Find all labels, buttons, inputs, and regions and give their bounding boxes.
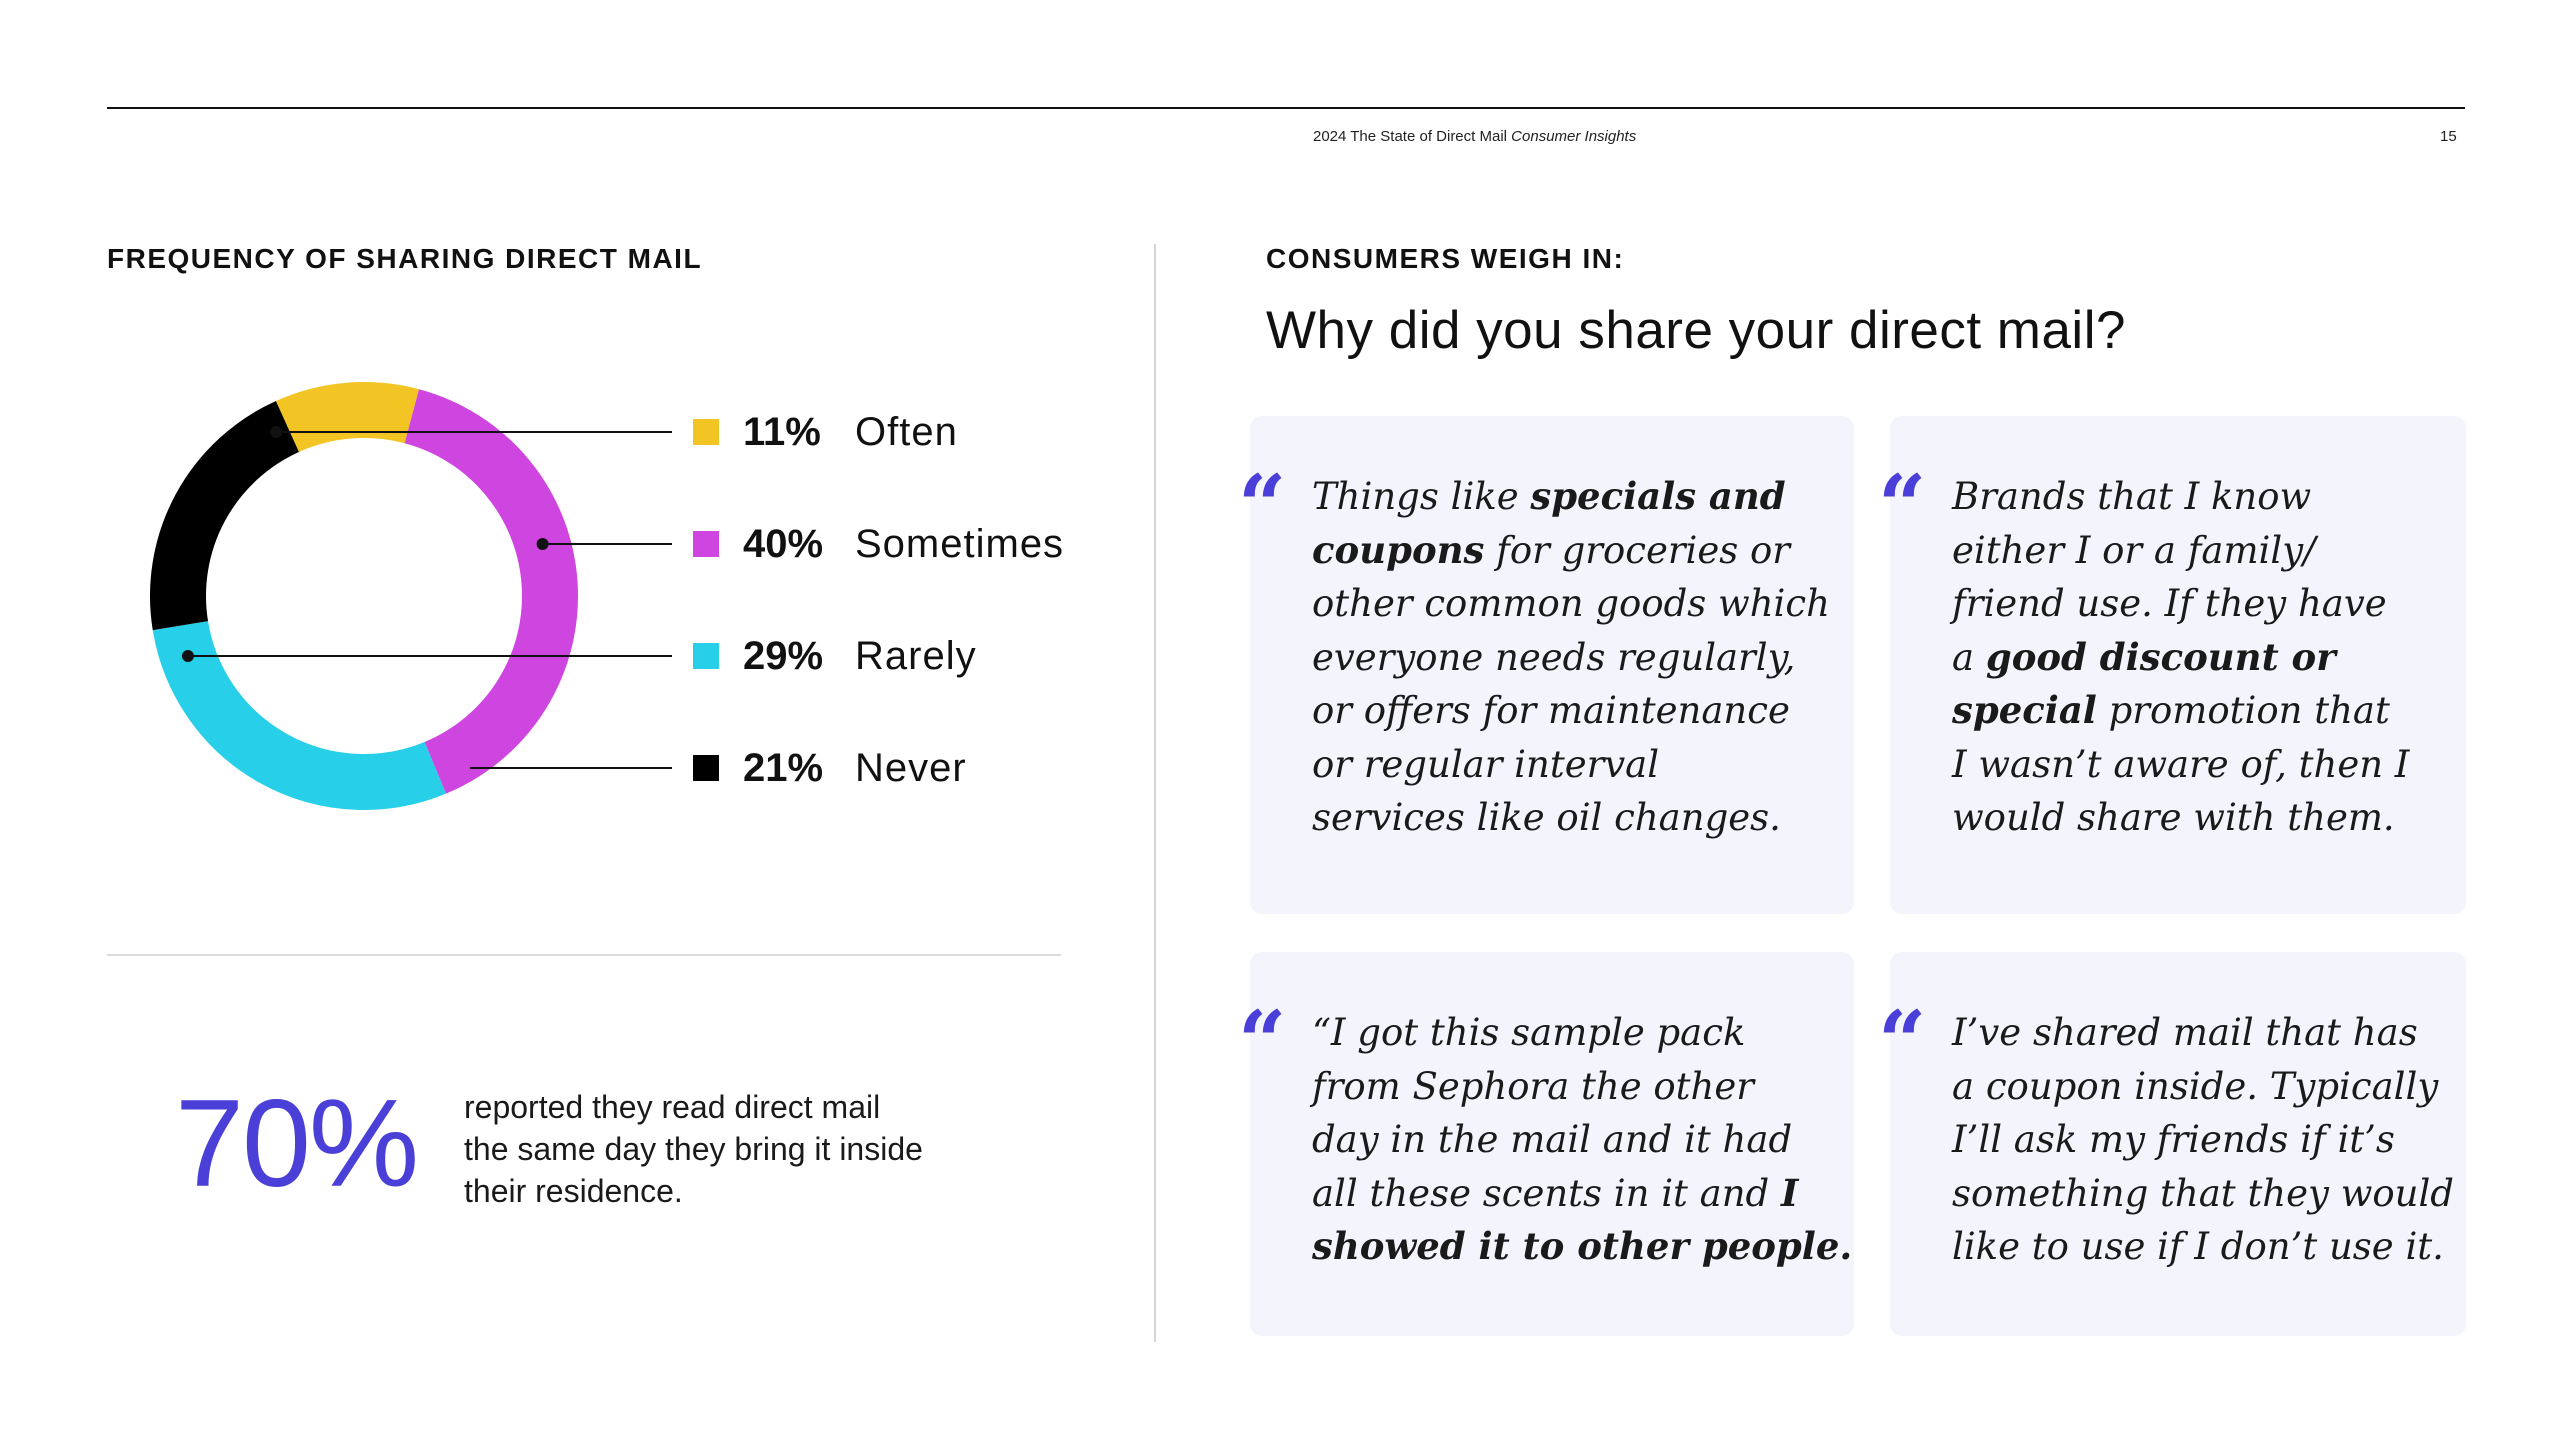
stat-line: reported they read direct mail [464, 1089, 881, 1125]
quote-line [1952, 631, 2409, 685]
quote-line [1952, 470, 2409, 524]
legend-label: Often [855, 409, 958, 454]
quote-segment: “I got this sample pack [1312, 1011, 1746, 1054]
quote-segment: I’ll ask my friends if it’s [1952, 1118, 2395, 1161]
quote-line [1952, 1060, 2454, 1114]
quote-mark-icon: “ [1878, 456, 1927, 555]
stat-line: the same day they bring it inside [464, 1131, 923, 1167]
quote-text [1312, 1006, 1852, 1274]
quote-emphasis: showed it to other people. [1312, 1224, 1853, 1268]
donut-segment-never [178, 426, 287, 625]
quote-line [1312, 470, 1830, 524]
quote-segment: for groceries or [1484, 528, 1790, 572]
legend-value: 21% [743, 745, 824, 790]
quote-line [1952, 1167, 2454, 1221]
stat-value: 70% [175, 1075, 418, 1213]
quote-emphasis: special [1952, 688, 2097, 732]
legend-swatch [693, 419, 719, 445]
legend-item-sometimes [693, 519, 1064, 569]
quote-segment: friend use. If they have [1952, 582, 2387, 625]
quote-segment: other common goods which [1312, 582, 1830, 625]
quotes-section-title: CONSUMERS WEIGH IN: [1266, 243, 1625, 274]
quote-segment: would share with them. [1952, 796, 2395, 839]
quote-line [1952, 1220, 2454, 1274]
quote-line [1312, 738, 1830, 792]
quote-line [1312, 791, 1830, 845]
quote-line [1312, 684, 1830, 738]
quote-segment: everyone needs regularly, [1312, 635, 1796, 679]
legend-swatch [693, 531, 719, 557]
quote-segment: a [1952, 635, 1986, 679]
legend-label: Sometimes [855, 521, 1065, 566]
donut-segment-sometimes [412, 416, 550, 768]
page-number: 15 [2440, 128, 2457, 145]
quote-line [1952, 1113, 2454, 1167]
leader-dot-often [270, 426, 282, 438]
quote-segment: either I or a family/ [1952, 528, 2316, 572]
quote-line [1952, 684, 2409, 738]
chart-section-title: FREQUENCY OF SHARING DIRECT MAIL [107, 243, 703, 274]
leader-dot-sometimes [537, 538, 549, 550]
document-title [1313, 128, 1636, 145]
quote-emphasis: specials and [1530, 474, 1786, 518]
legend-value: 29% [743, 633, 824, 678]
quote-line [1312, 524, 1830, 578]
quote-mark-icon: “ [1878, 992, 1927, 1091]
document-title-italic: Consumer Insights [1511, 128, 1637, 145]
quote-line [1312, 631, 1830, 685]
legend-swatch [693, 755, 719, 781]
leader-dot-rarely [182, 650, 194, 662]
legend-item-never [693, 743, 967, 793]
quote-emphasis: I [1781, 1170, 1799, 1215]
donut-segment-rarely [180, 626, 435, 782]
stat-description [464, 1086, 1024, 1212]
quote-line [1952, 577, 2409, 631]
quote-segment: a coupon inside. Typically [1952, 1064, 2439, 1108]
quote-segment: I’ve shared mail that has [1952, 1011, 2418, 1054]
quote-text [1312, 470, 1830, 845]
donut-segment-often [287, 410, 411, 426]
quote-line [1312, 1060, 1852, 1114]
legend-value: 40% [743, 521, 824, 566]
quote-segment: or regular interval [1312, 742, 1660, 786]
quote-segment: services like oil changes. [1312, 796, 1781, 839]
quotes-question: Why did you share your direct mail? [1266, 301, 2126, 360]
quote-mark-icon: “ [1238, 992, 1287, 1091]
quote-segment: something that they would [1952, 1171, 2454, 1215]
quote-text [1952, 1006, 2454, 1274]
quote-line [1312, 1006, 1852, 1060]
legend-label: Rarely [855, 633, 977, 678]
document-title-main: 2024 The State of Direct Mail [1313, 128, 1507, 145]
column-divider [1154, 244, 1156, 1342]
quote-line [1952, 738, 2409, 792]
quote-segment: or offers for maintenance [1312, 689, 1790, 732]
quote-line [1952, 791, 2409, 845]
quote-line [1952, 1006, 2454, 1060]
legend-swatch [693, 643, 719, 669]
quote-segment: promotion that [2096, 689, 2390, 732]
quote-line [1312, 1220, 1852, 1274]
quote-segment: day in the mail and it had [1312, 1118, 1793, 1161]
quote-segment: like to use if I don’t use it. [1952, 1225, 2444, 1268]
quote-line [1312, 1113, 1852, 1167]
quote-line [1312, 1167, 1852, 1221]
quote-text [1952, 470, 2409, 845]
quote-segment: I wasn’t aware of, then I [1952, 742, 2410, 786]
legend-item-rarely [693, 631, 977, 681]
quote-emphasis: good discount or [1985, 634, 2336, 679]
quote-segment: all these scents in it and [1312, 1171, 1782, 1215]
legend-item-often [693, 407, 958, 457]
legend-label: Never [855, 745, 967, 790]
section-divider [107, 954, 1061, 956]
stat-line: their residence. [464, 1173, 683, 1209]
quote-segment: from Sephora the other [1312, 1064, 1754, 1108]
quote-mark-icon: “ [1238, 456, 1287, 555]
quote-line [1952, 524, 2409, 578]
quote-emphasis: coupons [1312, 527, 1485, 572]
quote-segment: Brands that I know [1952, 475, 2312, 518]
legend-value: 11% [743, 409, 821, 454]
quote-segment: Things like [1312, 475, 1531, 518]
quote-line [1312, 577, 1830, 631]
